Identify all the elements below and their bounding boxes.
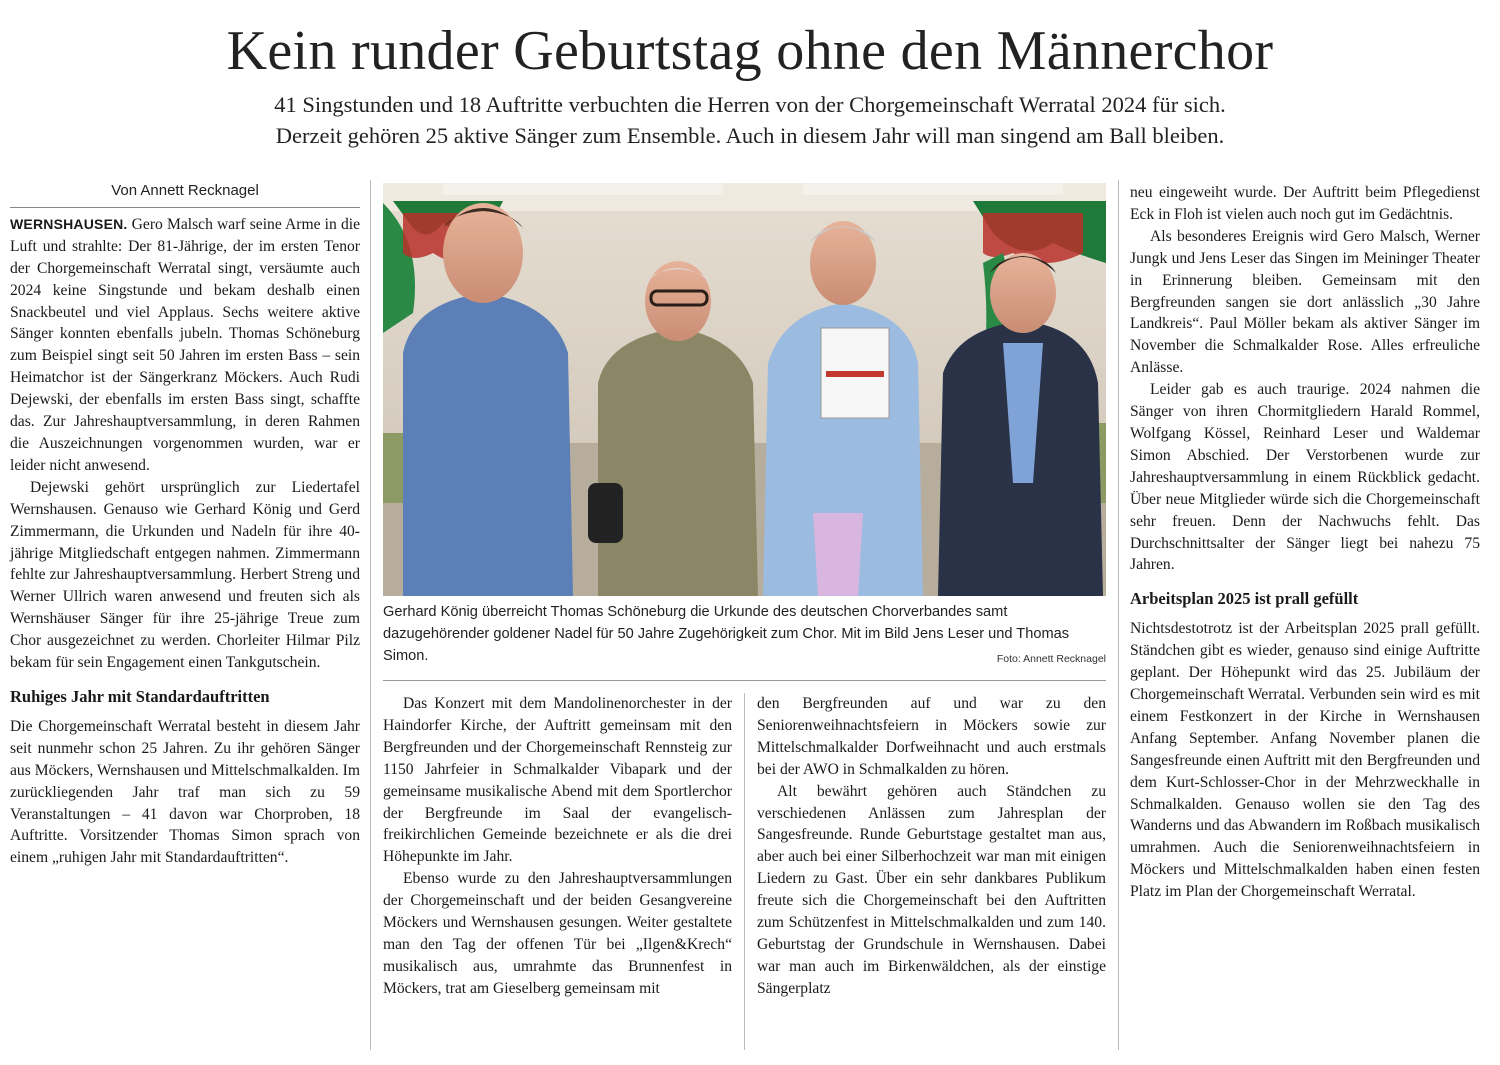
column-4 [1130, 182, 1480, 903]
paragraph-1-text: Gero Malsch warf seine Arme in die Luft und strahlte: Der 81-Jährige, der im ersten Tenor der Chorgemeinschaft Werratal singt, versäumte auch 2024 keine Singstunde und bekam deshalb einen Snackbeutel und viel Applaus. Sechs weitere aktive Sänger konnten ebenfalls jubeln. Thomas Schöneburg zum Beispiel singt seit 50 Jahren im ersten Bass – sein Heimatchor ist der Sängerkranz Möckers. Auch Rudi Dejewski, der ebenfalls im ersten Bass singt, schaffte das. Zur Jahreshauptversammlung, in deren Rahmen die Auszeichnungen vorgenommen wurden, war er leider nicht anwesend. [10, 215, 360, 474]
column-divider-3 [1118, 180, 1119, 1050]
paragraph-2: Dejewski gehört ursprünglich zur Liedertafel Wernshausen. Genauso wie Gerhard König und Gerd Zimmermann, die Urkunden und Nadeln für ihre 40-jährige Mitgliedschaft entgegen nahmen. Zimmermann fehlte zur Jahreshauptversammlung. Herbert Streng und Werner Ullrich waren anwesend und freuten sich als Wernshäuser Sänger für ihre 25-jährige Treue zum Chor ausgezeichnet zu werden. Chorleiter Hilmar Pilz bekam für sein Engagement einen Tankgutschein. [10, 478, 360, 672]
subheading-ruhiges-jahr: Ruhiges Jahr mit Standardauftritten [10, 686, 270, 706]
column-2 [383, 693, 732, 1000]
paragraph-7: Alt bewährt gehören auch Ständchen zu verschiedenen Anlässen zum Jahresplan der Sangesfreunde. Runde Geburtstage gestaltet man aus, aber auch bei einer Silberhochzeit war man mit einigen Liedern zu Gast. Über ein sehr dankbares Publikum freute sich die Chorgemeinschaft bei den Auftritten zum Schützenfest in Mittelschmalkalden und zum 140. Geburtstag der Grundschule in Wernshausen. Dabei war man auch im Birkenwäldchen, als der einstige Sängerplatz [757, 782, 1106, 997]
paragraph-11: Nichtsdestotrotz ist der Arbeitsplan 2025 prall gefüllt. Ständchen gibt es wieder, genauso sind einige Auftritte geplant. Der Höhepunkt wird das 25. Jubiläum der Chorgemeinschaft Werratal. Verbunden sein wird es mit einem Festkonzert in der Kirche in Wernshausen Anfang September. Anfang November planen die Sangesfreunde einen Auftritt mit den Bergfreunden und dem Kurt-Schlosser-Chor in der Mehrzweckhalle in Schmalkalden. Genauso wollen sie den Tag des Wanderns und das Abwandern im Roßbach musikalisch umrahmen. Auch die Seniorenweihnachtsfeiern in Möckers und Mittelschmalkalden haben einen festen Platz im Plan der Chorgemeinschaft Werratal. [1130, 620, 1480, 901]
column-divider-2 [744, 693, 745, 1050]
headline: Kein runder Geburtstag ohne den Männerchor [226, 20, 1274, 82]
photo-caption: Gerhard König überreicht Thomas Schöneburg die Urkunde des deutschen Chorverbandes samt dazugehörender goldener Nadel für 50 Jahre Zugehörigkeit zum Chor. Mit im Bild Jens Leser und Thomas Simon. [383, 604, 1070, 664]
paragraph-1 [10, 214, 360, 477]
subheadline-line-2: Derzeit gehören 25 aktive Sänger zum Ensemble. Auch in diesem Jahr will man singend am Ball bleiben. [275, 123, 1225, 148]
photo-illustration [383, 183, 1106, 596]
paragraph-3: Die Chorgemeinschaft Werratal besteht in diesem Jahr seit nunmehr schon 25 Jahren. Zu ihr gehören Sänger aus Möckers, Wernshausen und Mittelschmalkalden. Im zurückliegenden Jahr traf man sich zu 59 Veranstaltungen – 41 davon war Chorproben, 18 Auftritte. Vorsitzender Thomas Simon sprach von einem „ruhigen Jahr mit Standardauftritten“. [10, 717, 360, 867]
paragraph-9: Als besonderes Ereignis wird Gero Malsch, Werner Jungk und Jens Leser das Singen im Meininger Theater in Erinnerung bleiben. Gemeinsam mit den Bergfreunden sangen sie dort anlässlich „30 Jahre Landkreis“. Paul Möller bekam als aktiver Sänger im November die Schmalkalder Rose. Alles erfreuliche Anlässe. [1130, 227, 1480, 377]
column-1 [10, 180, 360, 869]
paragraph-6: den Bergfreunden auf und war zu den Seniorenweihnachtsfeiern in Möckers sowie zur Mittelschmalkalder Dorfweihnacht und auch erstmals bei der AWO in Schmalkalden zu hören. [757, 695, 1106, 778]
paragraph-5: Ebenso wurde zu den Jahreshauptversammlungen der Chorgemeinschaft und der beiden Gesangvereine Möckers und Wernshausen gesungen. Weiter gestaltete man den Tag der offenen Tür bei „Ilgen&Krech“ musikalisch aus, umrahmte das Brunnenfest in Möckers, trat am Gieselberg gemeinsam mit [383, 870, 732, 997]
paragraph-8: neu eingeweiht wurde. Der Auftritt beim Pflegedienst Eck in Floh ist vielen auch noch gut im Gedächtnis. [1130, 184, 1480, 223]
column-divider-1 [370, 180, 371, 1050]
byline: Von Annett Recknagel [10, 180, 360, 208]
article-photo [383, 183, 1106, 596]
column-3 [757, 693, 1106, 1000]
photo-credit: Foto: Annett Recknagel [996, 653, 1106, 665]
subheading-arbeitsplan: Arbeitsplan 2025 ist prall gefüllt [1130, 589, 1359, 609]
paragraph-10: Leider gab es auch traurige. 2024 nahmen die Sänger von ihren Chormitgliedern Harald Rommel, Wolfgang Kössel, Reinhard Leser und Waldemar Simon Abschied. Der Verstorbenen wurde zur Jahreshauptversammlung in einem Rückblick gedacht. Über neue Mitglieder würde sich die Chorgemeinschaft sehr freuen. Denn der Nachwuchs fehlt. Das Durchschnittsalter der Sänger liegt bei nahezu 75 Jahren. [1130, 381, 1480, 574]
dateline: WERNSHAUSEN. [10, 215, 128, 232]
subheadline-line-1: 41 Singstunden und 18 Auftritte verbuchten die Herren von der Chorgemeinschaft Werratal 2024 für sich. [274, 92, 1226, 117]
photo-bottom-rule [383, 680, 1106, 681]
paragraph-4: Das Konzert mit dem Mandolinenorchester in der Haindorfer Kirche, der Auftritt gemeinsam mit den Bergfreunden und der Chorgemeinschaft Rennsteig zur 1150 Jahrfeier in Schmalkalder Vibapark und der gemeinsame musikalische Abend mit dem Sportlerchor der Bergfreunde im Saal der evangelisch-freikirchlichen Gemeinde bezeichnete er als die drei Höhepunkte im Jahr. [383, 695, 732, 866]
